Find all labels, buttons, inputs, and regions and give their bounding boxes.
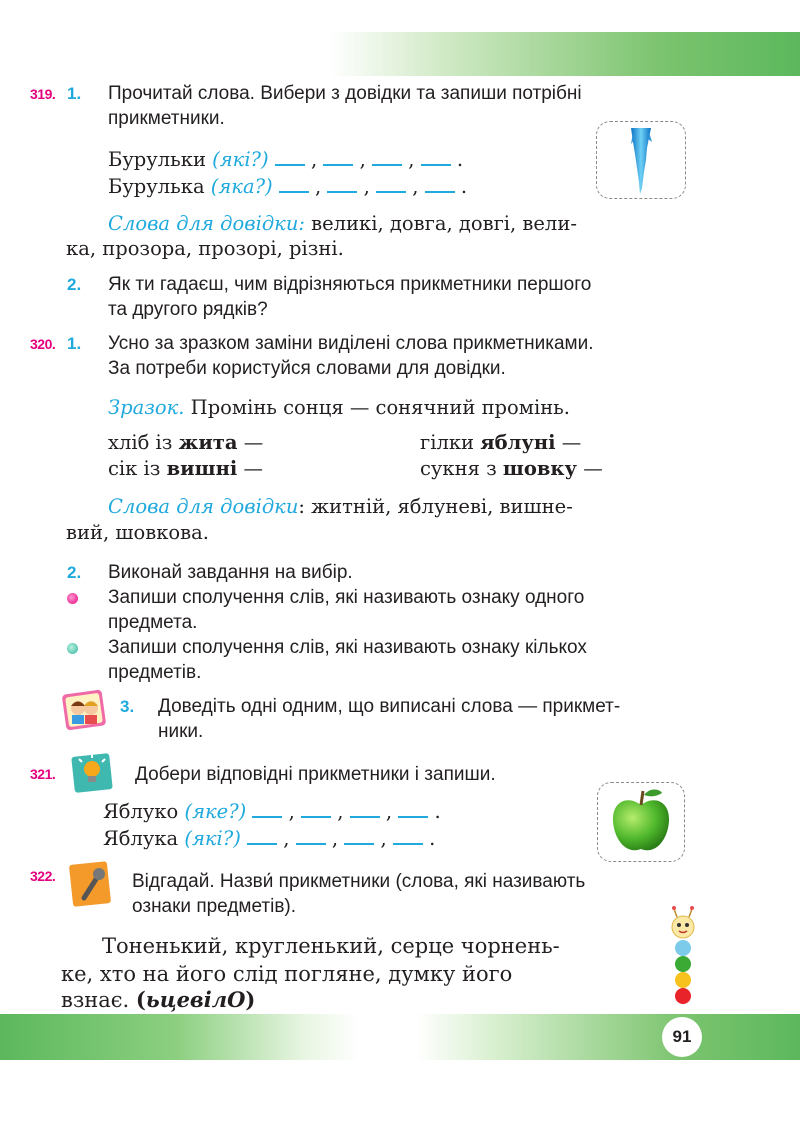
phrase-text: хліб із [108,431,179,454]
option-2-line2: предметів. [108,662,202,683]
ex321-row1: Яблуко (яке?) , , , . [103,800,441,823]
ex321-text: Добери відповідні прикметники і запиши. [135,764,496,785]
reference-label: Слова для довідки [108,495,299,518]
answer-blank[interactable] [296,825,326,845]
task-number-2: 2. [67,563,82,582]
ex321-row2: Яблука (які?) , , , . [103,827,436,850]
question: (яке?) [184,800,247,823]
ex320-ref-line1 [108,494,573,520]
question: (які?) [212,148,269,171]
ex320-task1-line1: Усно за зразком заміни виділені слова прикметниками. [108,333,594,354]
task-number-1: 1. [67,84,82,103]
ex320-sample [108,395,570,421]
answer-blank[interactable] [350,798,380,818]
phrase-text: сік із [108,457,167,480]
ex319-ref-line2: ка, прозора, прозорі, різні. [66,237,344,260]
riddle-text: взнає. [61,988,136,1012]
question: (яка?) [210,175,273,198]
phrase-right-2 [420,456,603,482]
lightbulb-icon [70,752,116,794]
ex322-line1: Відгадай. Назви́ прикметники (слова, які називають [132,871,586,892]
answer-blank[interactable] [421,146,451,166]
highlighted-word: вишні [166,457,238,480]
answer-blank[interactable] [279,173,309,193]
microphone-icon [68,860,114,910]
answer-blank[interactable] [275,146,305,166]
magenta-bullet-icon [67,593,78,604]
ex319-task1-line1: Прочитай слова. Вибери з довідки та запиши потрібні [108,83,582,104]
phrase-right-1 [420,430,581,456]
page-number: 91 [662,1017,702,1057]
ex319-task1-line2: прикметники. [108,108,225,129]
answer-blank[interactable] [323,146,353,166]
riddle-line3 [61,985,255,1015]
ex320-task3-line2: ники. [158,721,204,742]
highlighted-word: яблуні [480,431,556,454]
ex320-task1-line2: За потреби користуйся словами для довідки. [108,358,506,379]
exercise-number-320: 320. [30,336,56,352]
row-word: Бурульки [108,148,206,171]
reference-words: великі, довга, довгі, вели- [304,212,577,235]
ex319-row1: Бурульки (які?) , , , . [108,148,464,171]
highlighted-word: шовку [502,457,577,480]
phrase-dash: — [237,431,264,454]
icicle-frame [596,121,686,199]
phrase-text: сукня з [420,457,503,480]
green-apple-icon [598,783,684,861]
phrase-text: гілки [420,431,481,454]
option-2-line1: Запиши сполучення слів, які називають ознаку кількох [108,637,587,658]
exercise-number-321: 321. [30,766,56,782]
paren-close: ) [245,987,256,1012]
answer-blank[interactable] [252,798,282,818]
ex319-row2: Бурулька (яка?) , , , . [108,175,468,198]
reference-label: Слова для довідки: [108,212,305,235]
phrase-dash: — [555,431,582,454]
phrase-left-1 [108,430,263,456]
riddle-answer: ьцевілО [145,987,246,1012]
option-1-line2: предмета. [108,612,198,633]
answer-blank[interactable] [376,173,406,193]
row-word: Яблуко [103,800,179,823]
riddle-line2: ке, хто на його слід погляне, думку його [61,962,513,986]
reference-words: : житній, яблуневі, вишне- [298,495,573,518]
riddle-line1: Тоненький, кругленький, серце чорнень- [102,934,560,958]
answer-blank[interactable] [393,825,423,845]
caterpillar-icon [668,903,698,1009]
row-word: Бурулька [108,175,205,198]
icicle-icon [597,122,685,198]
answer-blank[interactable] [327,173,357,193]
header-band [330,32,800,76]
phrase-dash: — [577,457,603,480]
task-number-1: 1. [67,334,82,353]
answer-blank[interactable] [344,825,374,845]
ex320-task3-line1: Доведіть одні одним, що виписані слова — прикмет- [158,696,621,717]
ex320-ref-line2: вий, шовкова. [66,521,209,544]
row-word: Яблука [103,827,179,850]
answer-blank[interactable] [247,825,277,845]
ex322-line2: ознаки предметів). [132,896,297,917]
exercise-number-319: 319. [30,86,56,102]
answer-blank[interactable] [301,798,331,818]
task-number-3: 3. [120,697,135,716]
phrase-left-2 [108,456,263,482]
ex320-task2: Виконай завдання на вибір. [108,562,353,583]
ex319-ref-line1 [108,211,577,237]
paren-open: ( [135,987,146,1012]
exercise-number-322: 322. [30,868,56,884]
highlighted-word: жита [178,431,238,454]
question: (які?) [184,827,241,850]
task-number-2: 2. [67,275,82,294]
sample-label: Зразок. [108,396,185,419]
answer-blank[interactable] [425,173,455,193]
answer-blank[interactable] [372,146,402,166]
answer-blank[interactable] [398,798,428,818]
ex319-task2-line2: та другого рядків? [108,299,268,320]
kids-pair-icon [60,688,108,732]
ex319-task2-line1: Як ти гадаєш, чим відрізняються прикметники першого [108,274,592,295]
teal-bullet-icon [67,643,78,654]
option-1-line1: Запиши сполучення слів, які називають ознаку одного [108,587,585,608]
apple-frame [597,782,685,862]
sample-text: Промінь сонця — сонячний промінь. [184,396,570,419]
phrase-dash: — [237,457,263,480]
